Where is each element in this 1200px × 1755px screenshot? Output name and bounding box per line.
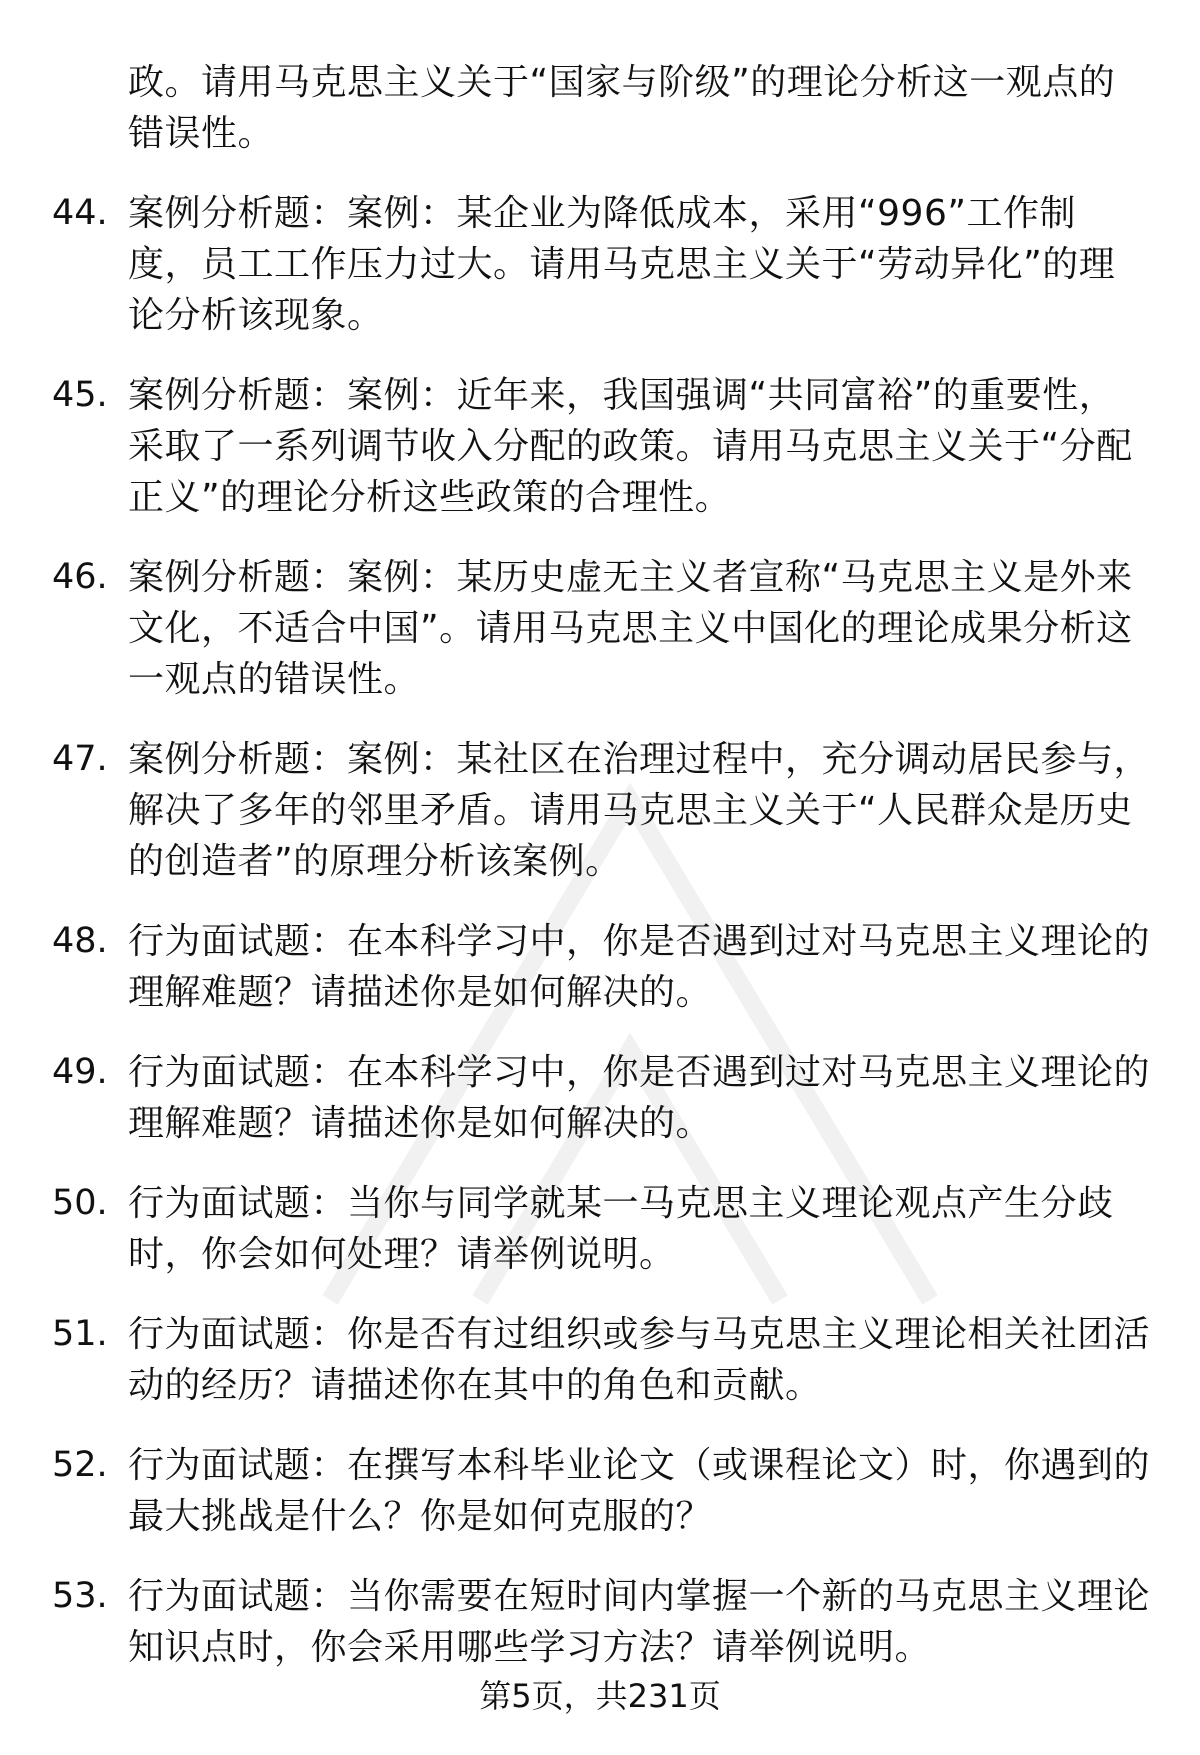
question-text-line: 行为面试题：当你需要在短时间内掌握一个新的马克思主义理论 [128, 1576, 1151, 1617]
question-text-line: 采取了一系列调节收入分配的政策。请用马克思主义关于“分配 [128, 426, 1133, 467]
question-text-line: 政。请用马克思主义关于“国家与阶级”的理论分析这一观点的 [128, 62, 1116, 103]
question-item [0, 57, 1200, 159]
question-text-line: 时，你会如何处理？请举例说明。 [128, 1234, 676, 1275]
question-item [0, 1047, 1200, 1149]
question-number: 44. [52, 193, 108, 233]
question-item [0, 1309, 1200, 1411]
question-number: 46. [52, 557, 108, 597]
document-page [0, 57, 1200, 1702]
question-text-line: 行为面试题：你是否有过组织或参与马克思主义理论相关社团活 [128, 1314, 1151, 1355]
question-item [0, 188, 1200, 341]
question-text-line: 论分析该现象。 [128, 295, 384, 336]
question-number: 49. [52, 1052, 108, 1092]
question-number: 45. [52, 375, 108, 415]
question-text-line: 的创造者”的原理分析该案例。 [128, 841, 622, 882]
question-text-line: 知识点时，你会采用哪些学习方法？请举例说明。 [128, 1627, 932, 1668]
question-text-line: 行为面试题：在本科学习中，你是否遇到过对马克思主义理论的 [128, 1052, 1151, 1093]
question-text-line: 案例分析题：案例：近年来，我国强调“共同富裕”的重要性， [128, 375, 1116, 416]
question-number: 53. [52, 1576, 108, 1616]
question-text-line: 案例分析题：案例：某企业为降低成本，采用“996”工作制 [128, 193, 1077, 234]
question-text-line: 行为面试题：在撰写本科毕业论文（或课程论文）时，你遇到的 [128, 1445, 1151, 1486]
question-text-line: 一观点的错误性。 [128, 659, 421, 700]
question-item [0, 552, 1200, 705]
question-text-line: 理解难题？请描述你是如何解决的。 [128, 1103, 713, 1144]
question-item [0, 916, 1200, 1018]
question-number: 50. [52, 1183, 108, 1223]
question-text-line: 案例分析题：案例：某社区在治理过程中，充分调动居民参与， [128, 739, 1151, 780]
question-item [0, 1178, 1200, 1280]
question-number: 48. [52, 921, 108, 961]
question-item [0, 1571, 1200, 1673]
page-number: 第5页，共231页 [479, 1677, 721, 1715]
question-text-line: 理解难题？请描述你是如何解决的。 [128, 972, 713, 1013]
question-text-line: 行为面试题：在本科学习中，你是否遇到过对马克思主义理论的 [128, 921, 1151, 962]
question-text-line: 文化，不适合中国”。请用马克思主义中国化的理论成果分析这 [128, 608, 1133, 649]
question-item [0, 734, 1200, 887]
question-text-line: 错误性。 [128, 113, 275, 154]
question-item [0, 1440, 1200, 1542]
question-number: 47. [52, 739, 108, 779]
question-number: 52. [52, 1445, 108, 1485]
question-text-line: 案例分析题：案例：某历史虚无主义者宣称“马克思主义是外来 [128, 557, 1133, 598]
question-text-line: 动的经历？请描述你在其中的角色和贡献。 [128, 1365, 822, 1406]
question-text-line: 解决了多年的邻里矛盾。请用马克思主义关于“人民群众是历史 [128, 790, 1133, 831]
question-text-line: 度，员工工作压力过大。请用马克思主义关于“劳动异化”的理 [128, 244, 1116, 285]
question-item [0, 370, 1200, 523]
question-number: 51. [52, 1314, 108, 1354]
question-text-line: 最大挑战是什么？你是如何克服的？ [128, 1496, 713, 1537]
question-text-line: 正义”的理论分析这些政策的合理性。 [128, 477, 732, 518]
question-text-line: 行为面试题：当你与同学就某一马克思主义理论观点产生分歧 [128, 1183, 1114, 1224]
